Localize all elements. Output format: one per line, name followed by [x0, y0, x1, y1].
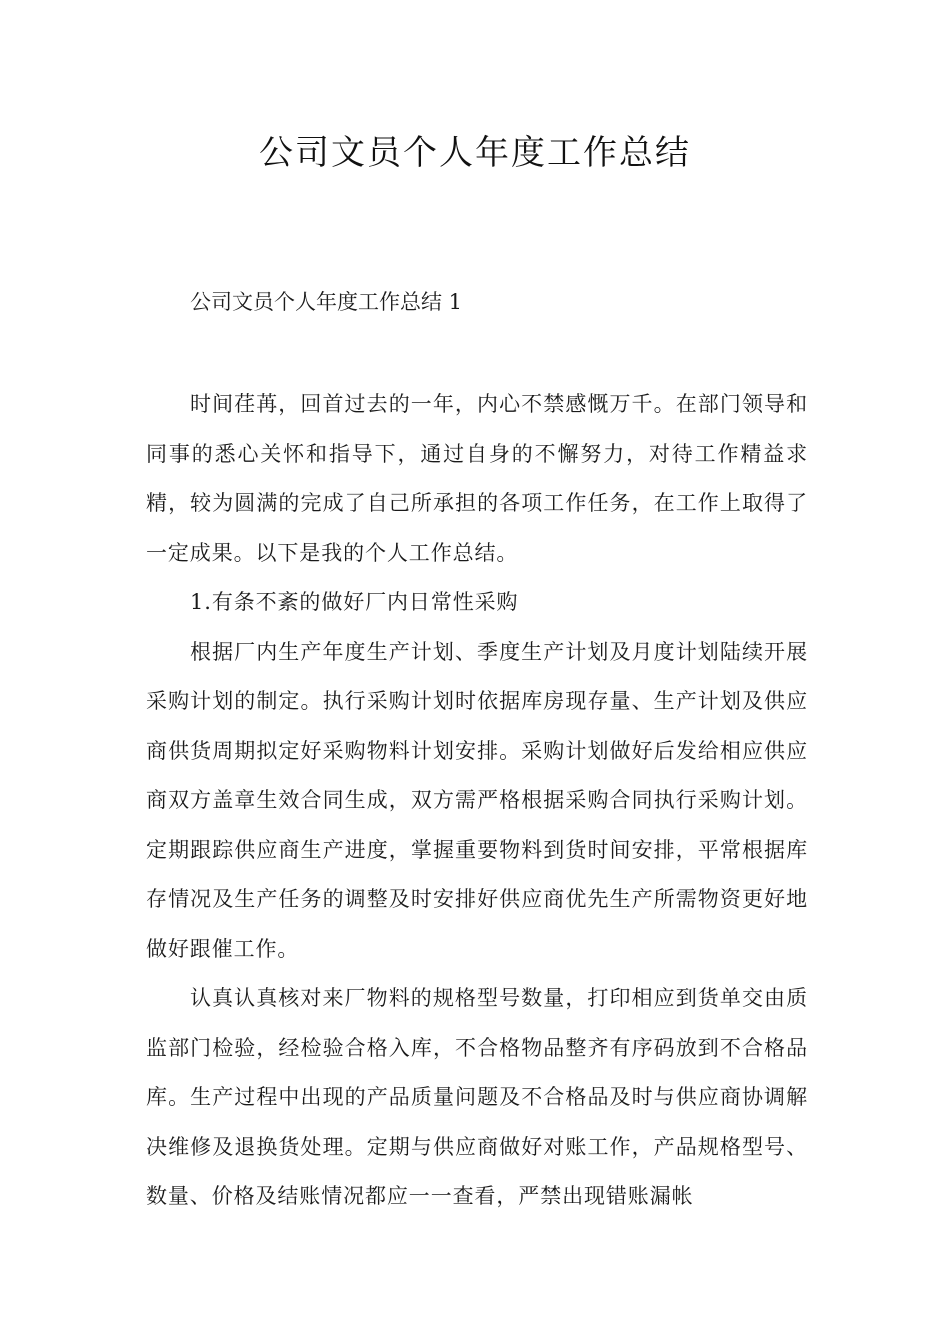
paragraph-intro: 时间荏苒，回首过去的一年，内心不禁感慨万千。在部门领导和同事的悉心关怀和指导下，通过自身的不懈努力，对待工作精益求精，较为圆满的完成了自己所承担的各项工作任务，在工作上取得了一定成果。以下是我的个人工作总结。 — [146, 392, 808, 565]
paragraph-material-check: 认真认真核对来厂物料的规格型号数量，打印相应到货单交由质监部门检验，经检验合格入库，不合格物品整齐有序码放到不合格品库。生产过程中出现的产品质量问题及不合格品及时与供应商协调解决维修及退换货处理。定期与供应商做好对账工作，产品规格型号、数量、价格及结账情况都应一一查看，严禁出现错账漏帐 — [146, 986, 808, 1208]
document-title: 公司文员个人年度工作总结 — [259, 133, 691, 173]
paragraph-procurement-plan: 根据厂内生产年度生产计划、季度生产计划及月度计划陆续开展采购计划的制定。执行采购计划时依据库房现存量、生产计划及供应商供货周期拟定好采购物料计划安排。采购计划做好后发给相应供应商双方盖章生效合同生成，双方需严格根据采购合同执行采购计划。定期跟踪供应商生产进度，掌握重要物料到货时间安排，平常根据库存情况及生产任务的调整及时安排好供应商优先生产所需物资更好地做好跟催工作。 — [146, 639, 808, 961]
paragraph-item-heading: 1.有条不紊的做好厂内日常性采购 — [190, 590, 519, 614]
document-body — [146, 380, 808, 1222]
section-heading: 公司文员个人年度工作总结 1 — [190, 290, 463, 314]
